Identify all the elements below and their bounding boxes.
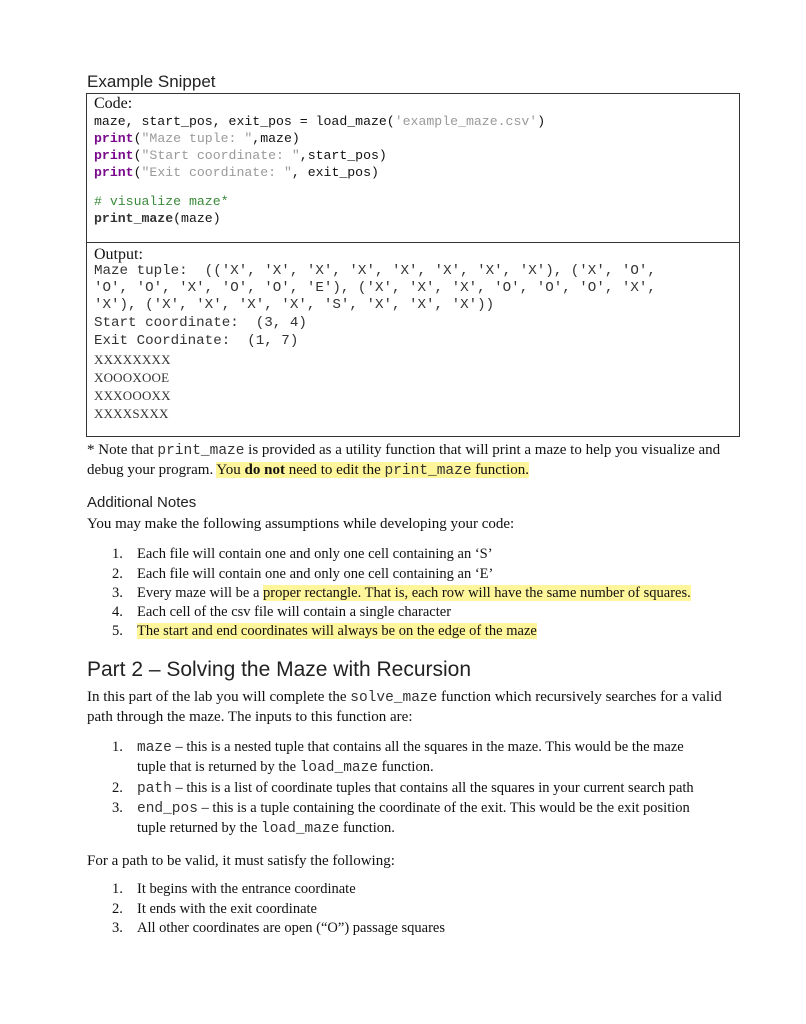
list-item: 2. path – this is a list of coordinate tuples that contains all the squares in your current search path xyxy=(112,780,694,797)
list-item: 2. Each file will contain one and only one cell containing an ‘E’ xyxy=(112,566,494,582)
code-comment: # visualize maze* xyxy=(94,194,229,209)
assumptions-intro: You may make the following assumptions while developing your code: xyxy=(87,516,515,532)
list-item: 2. It ends with the exit coordinate xyxy=(112,901,317,917)
output-box xyxy=(86,242,740,437)
valid-path-intro: For a path to be valid, it must satisfy the following: xyxy=(87,853,395,869)
output-line: 'X'), ('X', 'X', 'X', 'X', 'S', 'X', 'X', 'X')) xyxy=(94,297,495,313)
code-line-6: print_maze(maze) xyxy=(94,211,221,226)
maze-grid-row: XXXXXXXX xyxy=(94,352,171,367)
output-line: Start coordinate: (3, 4) xyxy=(94,315,307,331)
list-item: 1. It begins with the entrance coordinate xyxy=(112,881,356,897)
maze-grid-row: XXXXSXXX xyxy=(94,406,169,421)
part2-heading: Part 2 – Solving the Maze with Recursion xyxy=(87,658,472,681)
maze-grid-row: XXXOOOXX xyxy=(94,388,171,403)
code-label: Code: xyxy=(94,95,133,112)
code-line-4: print("Exit coordinate: ", exit_pos) xyxy=(94,165,379,180)
list-item-continuation: tuple that is returned by the load_maze function. xyxy=(137,759,434,776)
output-line: 'O', 'O', 'X', 'O', 'O', 'E'), ('X', 'X', 'X', 'O', 'O', 'O', 'X', xyxy=(94,280,656,296)
code-line-1: maze, start_pos, exit_pos = load_maze('example_maze.csv') xyxy=(94,114,546,129)
additional-notes-heading: Additional Notes xyxy=(87,494,197,511)
code-box xyxy=(86,93,740,243)
code-line-3: print("Start coordinate: ",start_pos) xyxy=(94,148,387,163)
output-line: Exit Coordinate: (1, 7) xyxy=(94,333,299,349)
part2-intro-line-1: In this part of the lab you will complete the solve_maze function which recursively searches for a valid xyxy=(87,689,722,706)
list-item: 4. Each cell of the csv file will contain a single character xyxy=(112,604,452,620)
list-item: 3. Every maze will be a proper rectangle. That is, each row will have the same number of squares. xyxy=(112,585,691,601)
note-line-2: debug your program. You do not need to edit the print_maze function. xyxy=(87,462,530,479)
note-line-1: * Note that print_maze is provided as a utility function that will print a maze to help you visualize and xyxy=(87,442,721,459)
list-item: 3. All other coordinates are open (“O”) passage squares xyxy=(112,920,445,936)
maze-grid-row: XOOOXOOE xyxy=(94,370,170,385)
example-snippet-heading: Example Snippet xyxy=(87,72,216,91)
list-item-continuation: tuple returned by the load_maze function. xyxy=(137,820,395,837)
part2-intro-line-2: path through the maze. The inputs to this function are: xyxy=(87,709,413,725)
list-item: 3. end_pos – this is a tuple containing the coordinate of the exit. This would be the exit position xyxy=(112,800,690,817)
code-line-2: print("Maze tuple: ",maze) xyxy=(94,131,300,146)
list-item: 5. The start and end coordinates will always be on the edge of the maze xyxy=(112,623,537,639)
list-item: 1. maze – this is a nested tuple that contains all the squares in the maze. This would be the maze xyxy=(112,739,684,756)
output-label: Output: xyxy=(94,246,143,263)
output-line: Maze tuple: (('X', 'X', 'X', 'X', 'X', 'X', 'X', 'X'), ('X', 'O', xyxy=(94,263,656,279)
list-item: 1. Each file will contain one and only one cell containing an ‘S’ xyxy=(112,546,493,562)
